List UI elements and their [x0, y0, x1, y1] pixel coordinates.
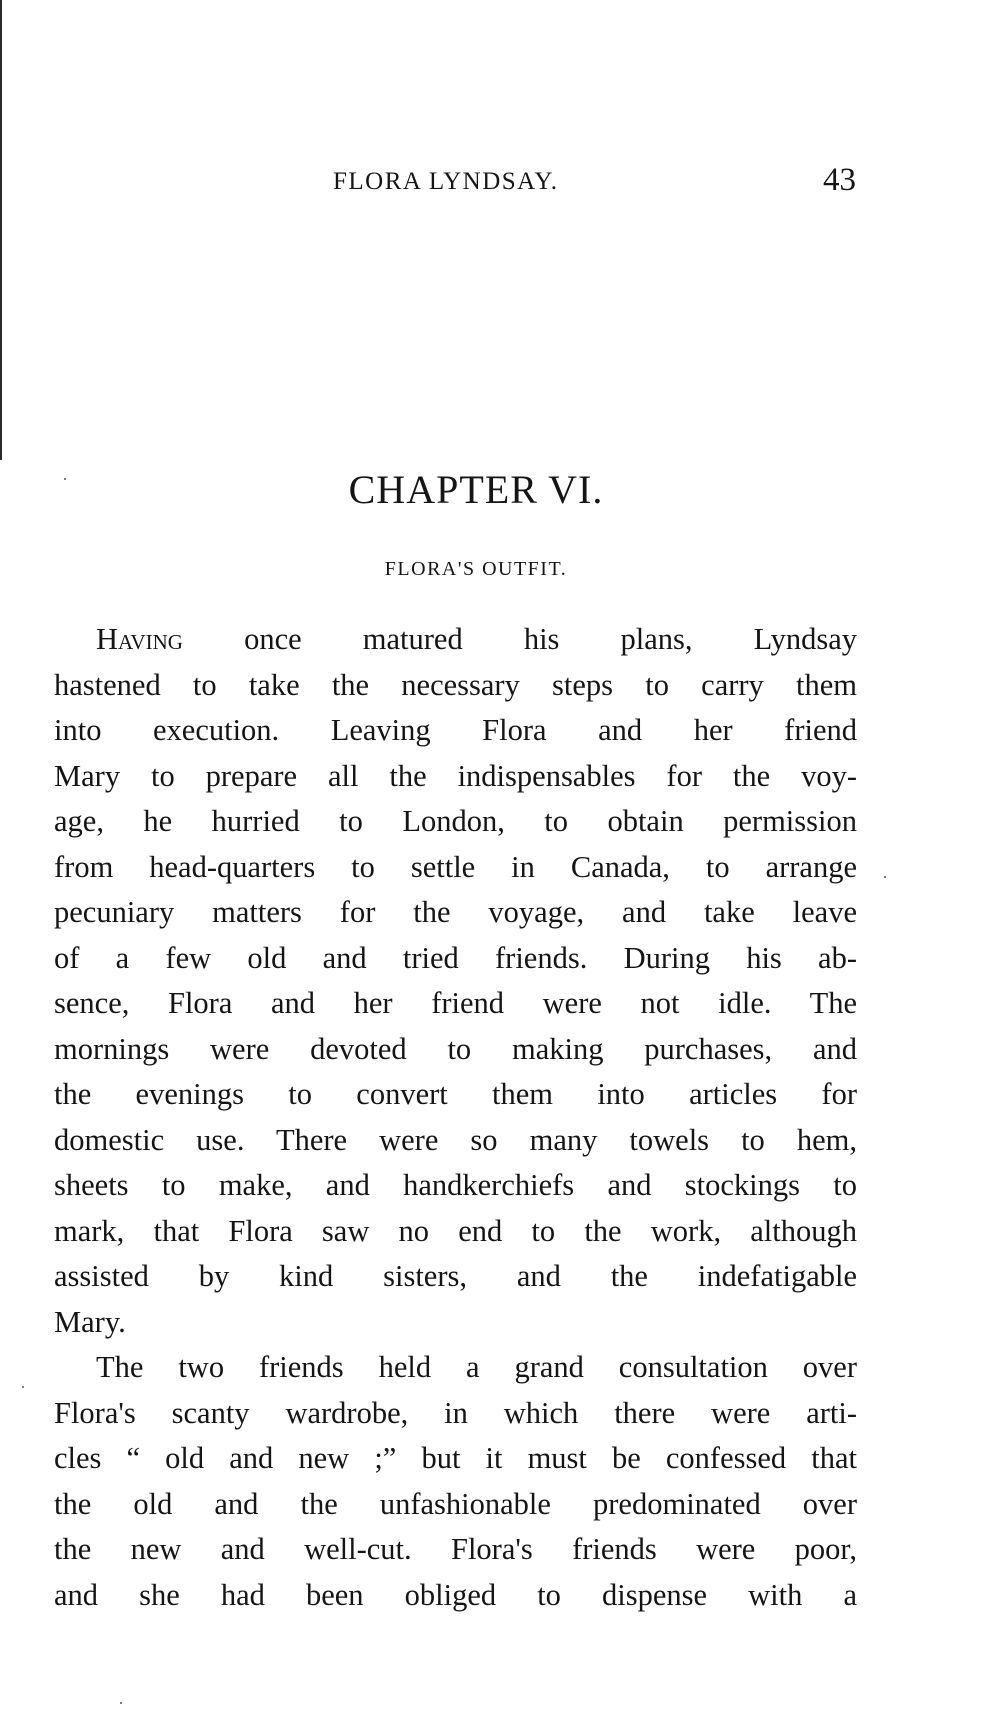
text-line: mark, that Flora saw no end to the work, although — [54, 1213, 857, 1248]
page-number: 43 — [823, 162, 856, 198]
scan-speck — [884, 876, 886, 878]
running-title: FLORA LYNDSAY. — [333, 168, 559, 195]
scan-speck — [22, 1386, 24, 1388]
text-line: domestic use. There were so many towels to hem, — [54, 1122, 857, 1157]
text-line: pecuniary matters for the voyage, and take leave — [54, 895, 857, 929]
text-line: The two friends held a grand consultation over — [96, 1350, 857, 1384]
chapter-title: CHAPTER VI. — [348, 467, 604, 512]
paragraph — [54, 1345, 857, 1618]
paragraph — [54, 617, 857, 1345]
text-line — [54, 617, 857, 663]
chapter-subtitle: FLORA'S OUTFIT. — [384, 558, 568, 580]
text-line: Mary. — [54, 1304, 126, 1339]
text-line: sence, Flora and her friend were not idle. The — [54, 986, 857, 1020]
text-line: cles “ old and new ;” but it must be confessed that — [54, 1441, 857, 1475]
text-line: of a few old and tried friends. During his ab- — [54, 940, 857, 975]
opening-word: Having — [96, 622, 183, 656]
text-line: sheets to make, and handkerchiefs and stockings to — [54, 1168, 857, 1202]
text-line: the evenings to convert them into articles for — [54, 1077, 857, 1111]
text-line: Flora's scanty wardrobe, in which there were arti- — [54, 1395, 857, 1430]
text-line: Mary to prepare all the indispensables for the voy- — [54, 758, 857, 793]
page-edge-rule — [0, 0, 2, 460]
scan-speck — [120, 1702, 122, 1704]
text-line: age, he hurried to London, to obtain permission — [54, 804, 857, 838]
body-text — [54, 617, 857, 1618]
text-line: and she had been obliged to dispense with a — [54, 1577, 857, 1612]
text-line: assisted by kind sisters, and the indefatigable — [54, 1259, 857, 1293]
text-line: the old and the unfashionable predominated over — [54, 1486, 857, 1521]
running-head — [56, 162, 856, 208]
text-line: the new and well-cut. Flora's friends were poor, — [54, 1532, 857, 1566]
text-line: from head-quarters to settle in Canada, to arrange — [54, 849, 857, 884]
text-line: hastened to take the necessary steps to carry them — [54, 667, 857, 702]
text-line: into execution. Leaving Flora and her friend — [54, 713, 857, 747]
text-line-rest: once matured his plans, Lyndsay — [182, 622, 857, 656]
text-line: mornings were devoted to making purchases, and — [54, 1031, 857, 1066]
